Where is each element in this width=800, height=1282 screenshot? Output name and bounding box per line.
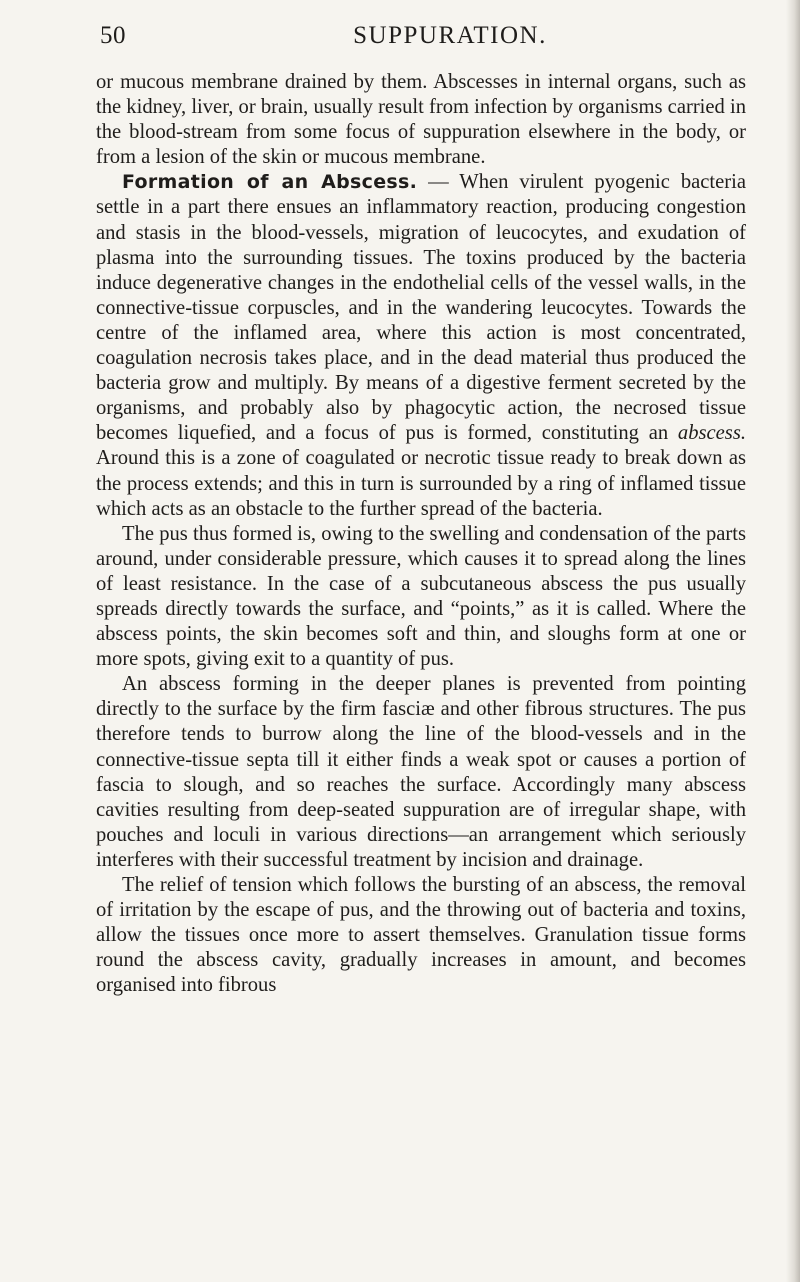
paragraph-4: An abscess forming in the deeper planes is prevented from pointing directly to the surface by the firm fasciæ and other fibrous structures. The pus therefore tends to burrow along the line of the blood-vessels and in the connective-tissue septa till it either finds a weak spot or causes a portion of fascia to slough, and so reaches the surface. Accordingly many abscess cavities resulting from deep-seated suppuration are of irregular shape, with pouches and loculi in various directions—an arrangement which seriously interferes with their successful treatment by incision and drainage.: [96, 673, 746, 871]
section-heading: Formation of an Abscess.: [122, 171, 418, 194]
page-number: 50: [100, 22, 126, 49]
paragraph-2: [96, 170, 746, 521]
paragraph-1: or mucous membrane drained by them. Abscesses in internal organs, such as the kidney, liver, or brain, usually result from infection by organisms carried in the blood-stream from some focus of suppuration elsewhere in the body, or from a lesion of the skin or mucous membrane.: [96, 71, 746, 169]
italic-term: abscess.: [677, 422, 746, 445]
page-edge-shadow: [786, 0, 800, 1282]
running-head: SUPPURATION.: [353, 22, 547, 49]
body-text: [96, 70, 746, 998]
paragraph-3: The pus thus formed is, owing to the swelling and condensation of the parts around, under considerable pressure, which causes it to spread along the lines of least resistance. In the case of a subcutaneous abscess the pus usually spreads directly towards the surface, and “points,” as it is called. Where the abscess points, the skin becomes soft and thin, and sloughs form at one or more spots, giving exit to a quantity of pus.: [96, 522, 746, 671]
page-header: [100, 22, 740, 52]
paragraph-2-text-b: Around this is a zone of coagulated or necrotic tissue ready to break down as the process extends; and this in turn is surrounded by a ring of inflamed tissue which acts as an obstacle to the further spread of the bacteria.: [96, 447, 746, 520]
paragraph-2-text-a: — When virulent pyogenic bacteria settle in a part there ensues an inflammatory reaction, producing congestion and stasis in the blood-vessels, migration of leucocytes, and exudation of plasma into the surrounding tissues. The toxins produced by the bacteria induce degenerative changes in the endothelial cells of the vessel walls, in the connective-tissue corpuscles, and in the wandering leucocytes. Towards the centre of the inflamed area, where this action is most concentrated, coagulation necrosis takes place, and in the dead material thus produced the bacteria grow and multiply. By means of a digestive ferment secreted by the organisms, and probably also by phagocytic action, the necrosed tissue becomes liquefied, and a focus of pus is formed, constituting an: [96, 171, 746, 445]
paragraph-5: The relief of tension which follows the bursting of an abscess, the removal of irritation by the escape of pus, and the throwing out of bacteria and toxins, allow the tissues once more to assert themselves. Granulation tissue forms round the abscess cavity, gradually increases in amount, and becomes organised into fibrous: [96, 874, 746, 997]
